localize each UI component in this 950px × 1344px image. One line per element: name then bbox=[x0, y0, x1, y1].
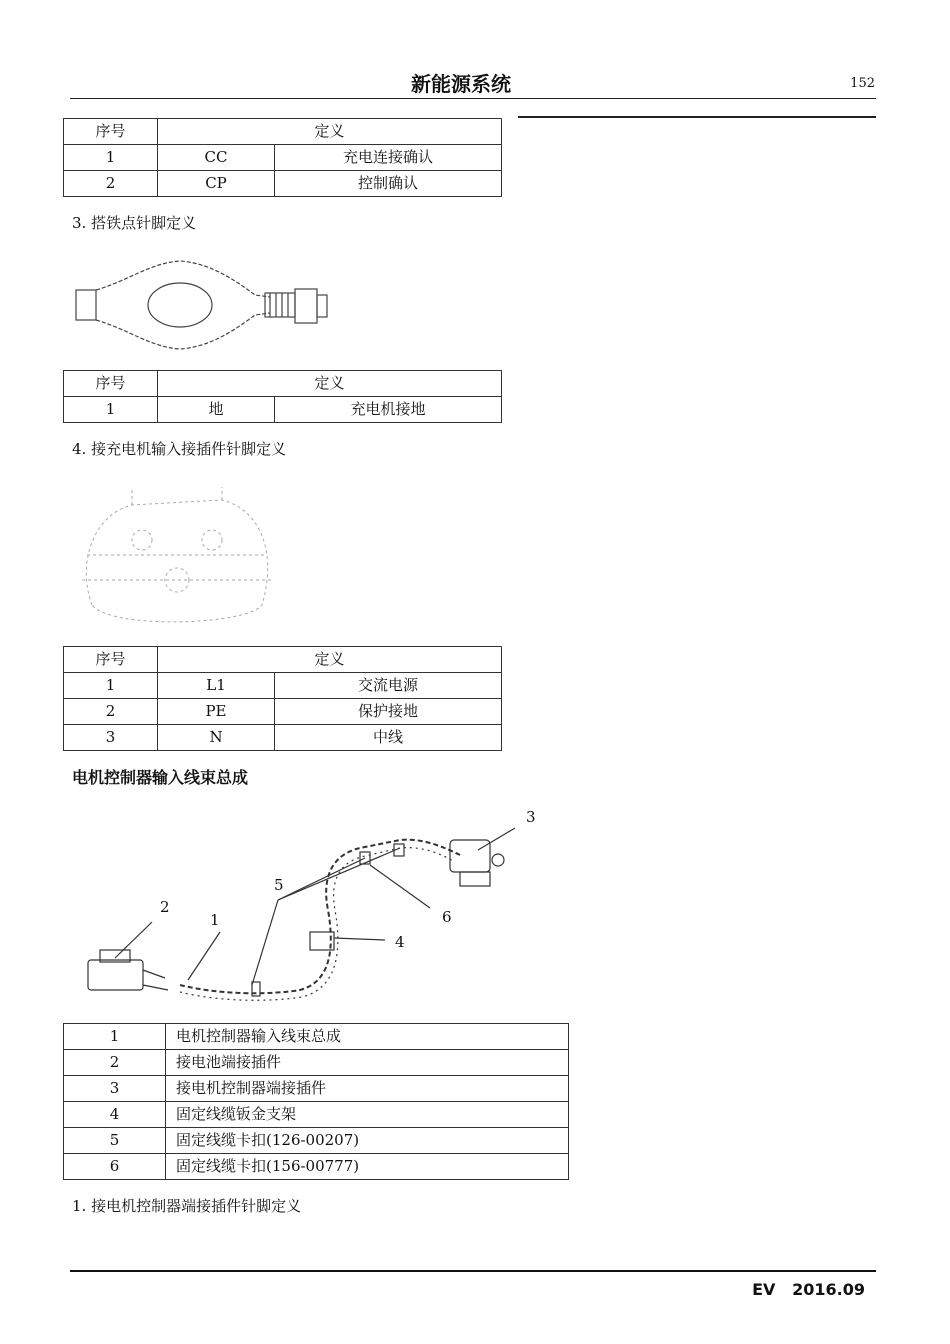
table-cell: N bbox=[158, 725, 275, 751]
table-cell: 固定线缆钣金支架 bbox=[166, 1102, 569, 1128]
table-row bbox=[64, 699, 502, 725]
caption-ground-pin: 3. 搭铁点针脚定义 bbox=[72, 214, 197, 232]
table-cell: 1 bbox=[64, 397, 158, 423]
table-cell: 地 bbox=[158, 397, 275, 423]
table-row bbox=[64, 673, 502, 699]
table-row bbox=[64, 1050, 569, 1076]
table-cell: 保护接地 bbox=[275, 699, 502, 725]
table-row bbox=[64, 145, 502, 171]
table-cell: 1 bbox=[64, 145, 158, 171]
table-cell: 电机控制器输入线束总成 bbox=[166, 1024, 569, 1050]
diagram-label-3: 3 bbox=[526, 808, 536, 826]
table-row bbox=[64, 1076, 569, 1102]
pin-table-3 bbox=[63, 646, 502, 751]
pin-table-1 bbox=[63, 118, 502, 197]
header-cell: 定义 bbox=[158, 647, 502, 673]
table-cell: 中线 bbox=[275, 725, 502, 751]
table-cell: 2 bbox=[64, 171, 158, 197]
table-cell: PE bbox=[158, 699, 275, 725]
table-header-row bbox=[64, 119, 502, 145]
table-row bbox=[64, 1024, 569, 1050]
table-cell: 3 bbox=[64, 1076, 166, 1102]
page-number: 152 bbox=[850, 76, 875, 91]
table-cell: 接电机控制器端接插件 bbox=[166, 1076, 569, 1102]
header-rule bbox=[70, 98, 876, 99]
charger-connector-illustration bbox=[72, 485, 282, 635]
components-table bbox=[63, 1023, 569, 1180]
header-cell: 序号 bbox=[64, 119, 158, 145]
table-cell: 4 bbox=[64, 1102, 166, 1128]
table-header-row bbox=[64, 371, 502, 397]
table-cell: 固定线缆卡扣(126-00207) bbox=[166, 1128, 569, 1154]
header-cell: 定义 bbox=[158, 119, 502, 145]
pin-table-2 bbox=[63, 370, 502, 423]
table-cell: L1 bbox=[158, 673, 275, 699]
diagram-label-5: 5 bbox=[274, 876, 284, 894]
header-cell: 定义 bbox=[158, 371, 502, 397]
diagram-label-6: 6 bbox=[442, 908, 452, 926]
footer-model: EV bbox=[752, 1280, 776, 1299]
footer-date: 2016.09 bbox=[792, 1280, 865, 1299]
footer bbox=[752, 1280, 865, 1299]
table-cell: CP bbox=[158, 171, 275, 197]
header-cell: 序号 bbox=[64, 371, 158, 397]
table-header-row bbox=[64, 647, 502, 673]
table-cell: 充电连接确认 bbox=[275, 145, 502, 171]
diagram-label-4: 4 bbox=[395, 933, 405, 951]
diagram-label-1: 1 bbox=[210, 911, 220, 929]
table-cell: 控制确认 bbox=[275, 171, 502, 197]
table-row bbox=[64, 171, 502, 197]
table-cell: 交流电源 bbox=[275, 673, 502, 699]
table-cell: 接电池端接插件 bbox=[166, 1050, 569, 1076]
harness-assembly-diagram bbox=[70, 800, 550, 1015]
table-row bbox=[64, 1128, 569, 1154]
footer-rule bbox=[70, 1270, 876, 1272]
table-row bbox=[64, 1102, 569, 1128]
header-cell: 序号 bbox=[64, 647, 158, 673]
table-cell: 1 bbox=[64, 673, 158, 699]
table-row bbox=[64, 1154, 569, 1180]
table-cell: 2 bbox=[64, 699, 158, 725]
header-rule-thick bbox=[518, 116, 876, 118]
table-cell: 2 bbox=[64, 1050, 166, 1076]
ground-terminal-illustration bbox=[70, 255, 340, 355]
table-cell: 6 bbox=[64, 1154, 166, 1180]
table-cell: 1 bbox=[64, 1024, 166, 1050]
section-title: 电机控制器输入线束总成 bbox=[72, 768, 249, 787]
table-row bbox=[64, 725, 502, 751]
table-row bbox=[64, 397, 502, 423]
table-cell: 充电机接地 bbox=[275, 397, 502, 423]
table-cell: 5 bbox=[64, 1128, 166, 1154]
page-title: 新能源系统 bbox=[411, 72, 511, 96]
caption-controller-pin: 1. 接电机控制器端接插件针脚定义 bbox=[72, 1197, 302, 1215]
diagram-label-2: 2 bbox=[160, 898, 170, 916]
table-cell: 3 bbox=[64, 725, 158, 751]
table-cell: 固定线缆卡扣(156-00777) bbox=[166, 1154, 569, 1180]
caption-charger-input-pin: 4. 接充电机输入接插件针脚定义 bbox=[72, 440, 287, 458]
table-cell: CC bbox=[158, 145, 275, 171]
